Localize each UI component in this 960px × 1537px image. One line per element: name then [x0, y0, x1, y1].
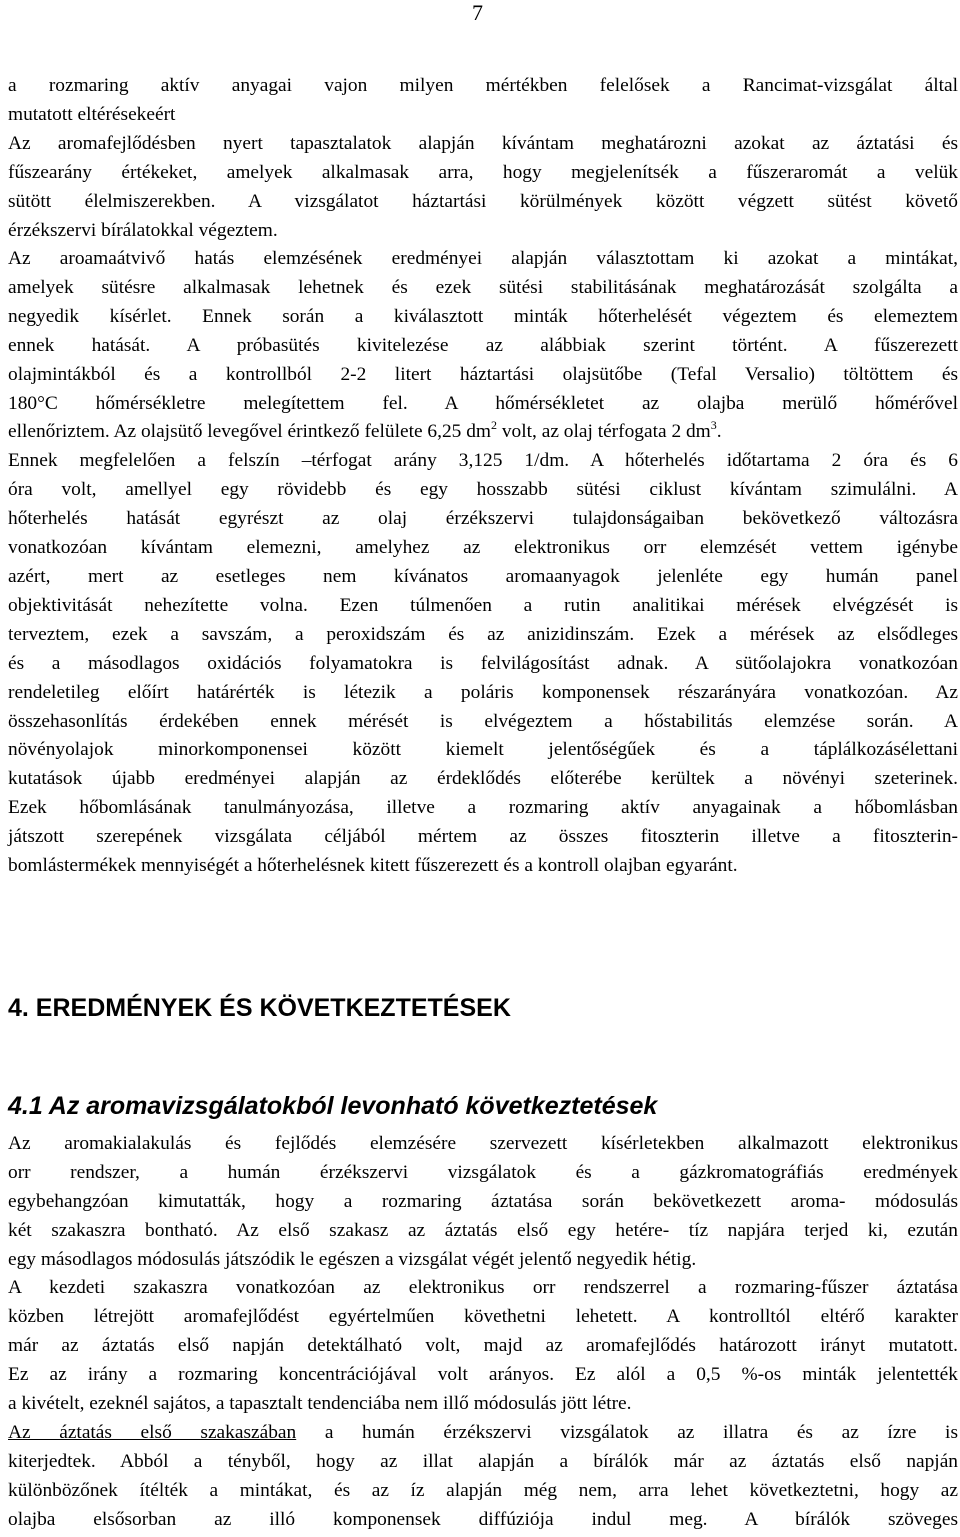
text-line: összehasonlítás érdekében ennek mérését is elvégeztem a hőstabilitás elemzése során. A [8, 710, 958, 732]
text-line: bomlástermékek mennyiségét a hőterhelésnek kitett fűszerezett és a kontroll olajban egyaránt. [8, 855, 738, 877]
intro-paragraph [8, 71, 958, 245]
text-line: Az aromafejlődésben nyert tapasztalatok alapján kívántam meghatározni azokat az áztatási és [8, 133, 958, 154]
text-line: Az aromakialakulás és fejlődés elemzésére szervezett kísérletekben alkalmazott elektronikus [8, 1133, 958, 1154]
results-paragraph-3 [8, 1419, 958, 1535]
text-line: Az aroamaátvivő hatás elemzésének eredményei alapján választottam ki azokat a mintákat, [8, 248, 958, 269]
text-line: vonatkozóan kívántam elemezni, amelyhez az elektronikus orr elemzését vettem igénybe [8, 537, 958, 559]
text-line: Ez az irány a rozmaring koncentrációjával volt arányos. Ez alól a 0,5 %-os minták jelentették [8, 1363, 958, 1385]
text-line: orr rendszer, a humán érzékszervi vizsgálatok és a gázkromatográfiás eredmények [8, 1161, 958, 1183]
text-line: egy másodlagos módosulás játszódik le egészen a vizsgálat végét jelentő negyedik hétig. [8, 1248, 697, 1270]
results-paragraph-1 [8, 1130, 958, 1275]
text-line: hőterhelés hatását egyrészt az olaj érzékszervi tulajdonságaiban bekövetkező változásra [8, 508, 958, 530]
text-line: sütött élelmiszerekben. A vizsgálatot háztartási körülmények között végzett sütést követő [8, 191, 958, 212]
text-segment: ellenőriztem. Az olajsütő levegővel érintkező felülete 6,25 dm [8, 421, 491, 443]
section-heading: 4. EREDMÉNYEK ÉS KÖVETKEZTETÉSEK [8, 994, 511, 1022]
text-line: terveztem, ezek a savszám, a peroxidszám és az anizidinszám. Ezek a mérések az elsődleges [8, 623, 958, 645]
page-number: 7 [472, 0, 483, 25]
text-line [8, 1419, 958, 1448]
text-line: érzékszervi bírálatokkal végeztem. [8, 220, 278, 241]
text-line: objektivitását nehezítette volna. Ezen túlmenően a rutin analitikai mérések elvégzését is [8, 594, 958, 616]
method-paragraph [8, 245, 958, 881]
text-line: olajba elsősorban az illó komponensek diffúziója indul meg. A bírálók szöveges [8, 1508, 958, 1530]
superscript: 2 [491, 418, 497, 433]
text-line: kiterjedtek. Abból a tényből, hogy az illat alapján a bírálók már az áztatás első napján [8, 1450, 958, 1472]
text-line-with-units [8, 418, 958, 447]
text-line: kutatások újabb eredményei alapján az érdeklődés előterébe kerültek a növényi szeterinek. [8, 768, 958, 790]
text-line: fűszearány értékeket, amelyek alkalmasak arra, hogy megjelenítsék a fűszeraromát a velük [8, 162, 958, 183]
text-line: Ezek hőbomlásának tanulmányozása, illetve a rozmaring aktív anyagainak a hőbomlásban [8, 797, 958, 819]
text-line: 180°C hőmérsékletre melegítettem fel. A hőmérsékletet az olajba merülő hőmérővel [8, 392, 958, 414]
text-segment: . [716, 421, 722, 443]
text-line: A kezdeti szakaszra vonatkozóan az elektronikus orr rendszerrel a rozmaring-fűszer áztatása [8, 1277, 958, 1298]
text-line: a kivételt, ezeknél sajátos, a tapasztalt tendenciába nem illő módosulás jött létre. [8, 1392, 632, 1414]
text-segment: volt, az olaj térfogata 2 dm [497, 421, 711, 443]
text-line: negyedik kísérlet. Ennek során a kiválasztott minták hőterhelését végeztem és elemeztem [8, 305, 958, 327]
text-line: olajmintákból és a kontrollból 2-2 litert háztartási olajsütőbe (Tefal Versalio) töltöttem és [8, 363, 958, 385]
superscript: 3 [710, 418, 717, 433]
text-line: különbözőnek ítélték a mintákat, és az íz alapján még nem, arra lehet következtetni, hogy az [8, 1479, 958, 1501]
text-segment: a humán érzékszervi vizsgálatok az illatra és az ízre is [296, 1422, 958, 1443]
text-line: növényolajok minorkomponensei között kiemelt jelentőségűek és a táplálkozásélettani [8, 739, 958, 761]
text-line: rendeletileg előírt határérték is létezik a poláris komponensek részarányára vonatkozóan. Az [8, 681, 958, 703]
text-line: ennek hatását. A próbasütés kivitelezése az alábbiak szerint történt. A fűszerezett [8, 334, 958, 356]
text-line: két szakaszra bontható. Az első szakasz az áztatás első egy hetére- tíz napjára terjed ki, ezután [8, 1219, 958, 1241]
text-line: azért, mert az esetleges nem kívánatos aromaanyagok jelenléte egy humán panel [8, 565, 958, 587]
text-line: közben létrejött aromafejlődést egyértelműen követhetni lehetett. A kontrolltól eltérő karakter [8, 1305, 958, 1327]
text-line: Ennek megfelelően a felszín –térfogat arány 3,125 1/dm. A hőterhelés időtartama 2 óra és 6 [8, 450, 958, 472]
text-line: amelyek sütésre alkalmasak lehetnek és ezek sütési stabilitásának meghatározását szolgálta a [8, 276, 958, 298]
text-line: egybehangzóan kimutatták, hogy a rozmaring áztatása során bekövetkezett aroma- módosulás [8, 1190, 958, 1212]
underlined-phrase: Az áztatás első szakaszában [8, 1422, 297, 1443]
subsection-heading: 4.1 Az aromavizsgálatokból levonható következtetések [8, 1092, 658, 1120]
text-line: már az áztatás első napján detektálható volt, majd az aromafejlődés határozott irányt mutatott. [8, 1334, 958, 1356]
text-line: mutatott eltérésekeért [8, 104, 176, 125]
results-paragraph-2 [8, 1274, 958, 1419]
text-line: és a másodlagos oxidációs folyamatokra is felvilágosítást adnak. A sütőolajokra vonatkozóan [8, 652, 958, 674]
text-line: játszott szerepének vizsgálata céljából mértem az összes fitoszterin illetve a fitoszterin- [8, 826, 958, 848]
text-line: óra volt, amellyel egy rövidebb és egy hosszabb sütési ciklust kívántam szimulálni. A [8, 479, 958, 501]
text-line: a rozmaring aktív anyagai vajon milyen mértékben felelősek a Rancimat-vizsgálat által [8, 75, 958, 96]
